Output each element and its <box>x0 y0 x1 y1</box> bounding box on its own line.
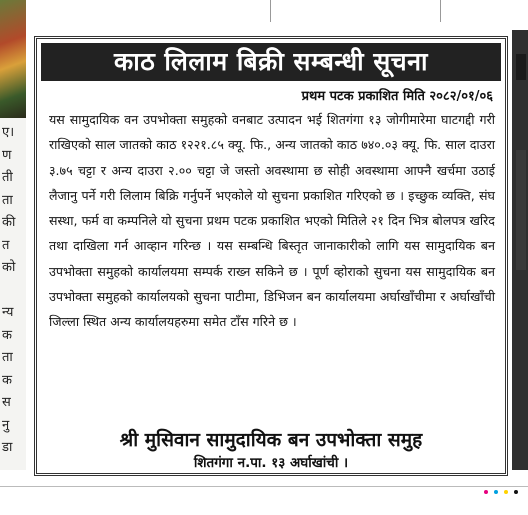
notice-body: यस सामुदायिक वन उपभोक्ता समुहको वनबाट उत्पादन भई शितगंगा १३ जोगीमारेमा घाटगद्दी गरी राखिएको साल जातको काठ १२२१.८५ क्यू. फि., अन्य जातको काठ ७४०.०३ क्यू. फि. साल दाउरा ३.७५ चट्टा र अन्य दाउरा २.०० चट्टा जे जस्तो अवस्थामा छ सोही अवस्थामा आफ्नै खर्चमा उठाई लैजानु पर्ने गरी लिलाम बिक्रि गर्नुपर्ने भएकोले यो सुचना प्रकाशित गरिएको छ । इच्छुक व्यक्ति, संघ सस्था, फर्म वा कम्पनिले यो सुचना प्रथम पटक प्रकाशित भएको मितिले २१ दिन भित्र बोलपत्र खरिद तथा दाखिला गर्न आव्हान गरिन्छ । यस सम्बन्धि बिस्तृत जानाकारीको लागि यस सामुदायिक बन उपभोक्ता समुहको कार्यालयमा सम्पर्क राख्न सकिने छ । पूर्ण व्होराको सुचना यस सामुदायिक बन उपभोक्ता समुहको कार्यालयको सुचना पाटीमा, डिभिजन बन कार्यालयमा अर्घाखाँचीमा र अर्घाखाँची जिल्ला स्थित अन्य कार्यालयहरुमा समेत टाँस गरिने छ । <box>49 112 495 330</box>
registration-mark <box>504 490 508 494</box>
organization-address: शितगंगा न.पा. १३ अर्घाखांची । <box>193 455 349 471</box>
registration-mark <box>494 490 498 494</box>
registration-mark <box>484 490 488 494</box>
organization-name: श्री मुसिवान सामुदायिक बन उपभोक्ता समुह <box>119 429 423 451</box>
adjacent-right-column <box>512 30 528 470</box>
page-bottom-rule <box>0 486 528 487</box>
column-divider <box>270 0 271 22</box>
column-divider <box>440 0 441 22</box>
adjacent-column-text: ए। ण ती ता की त को न्य क ता क स नु डा <box>2 125 16 455</box>
auction-notice <box>34 36 508 476</box>
publication-date: प्रथम पटक प्रकाशित मिति २०८२/०१/०६ <box>301 89 493 104</box>
adjacent-column <box>0 0 26 470</box>
registration-mark <box>514 490 518 494</box>
notice-title: काठ लिलाम बिक्री सम्बन्धी सूचना <box>41 43 501 81</box>
adjacent-photo <box>0 0 26 118</box>
